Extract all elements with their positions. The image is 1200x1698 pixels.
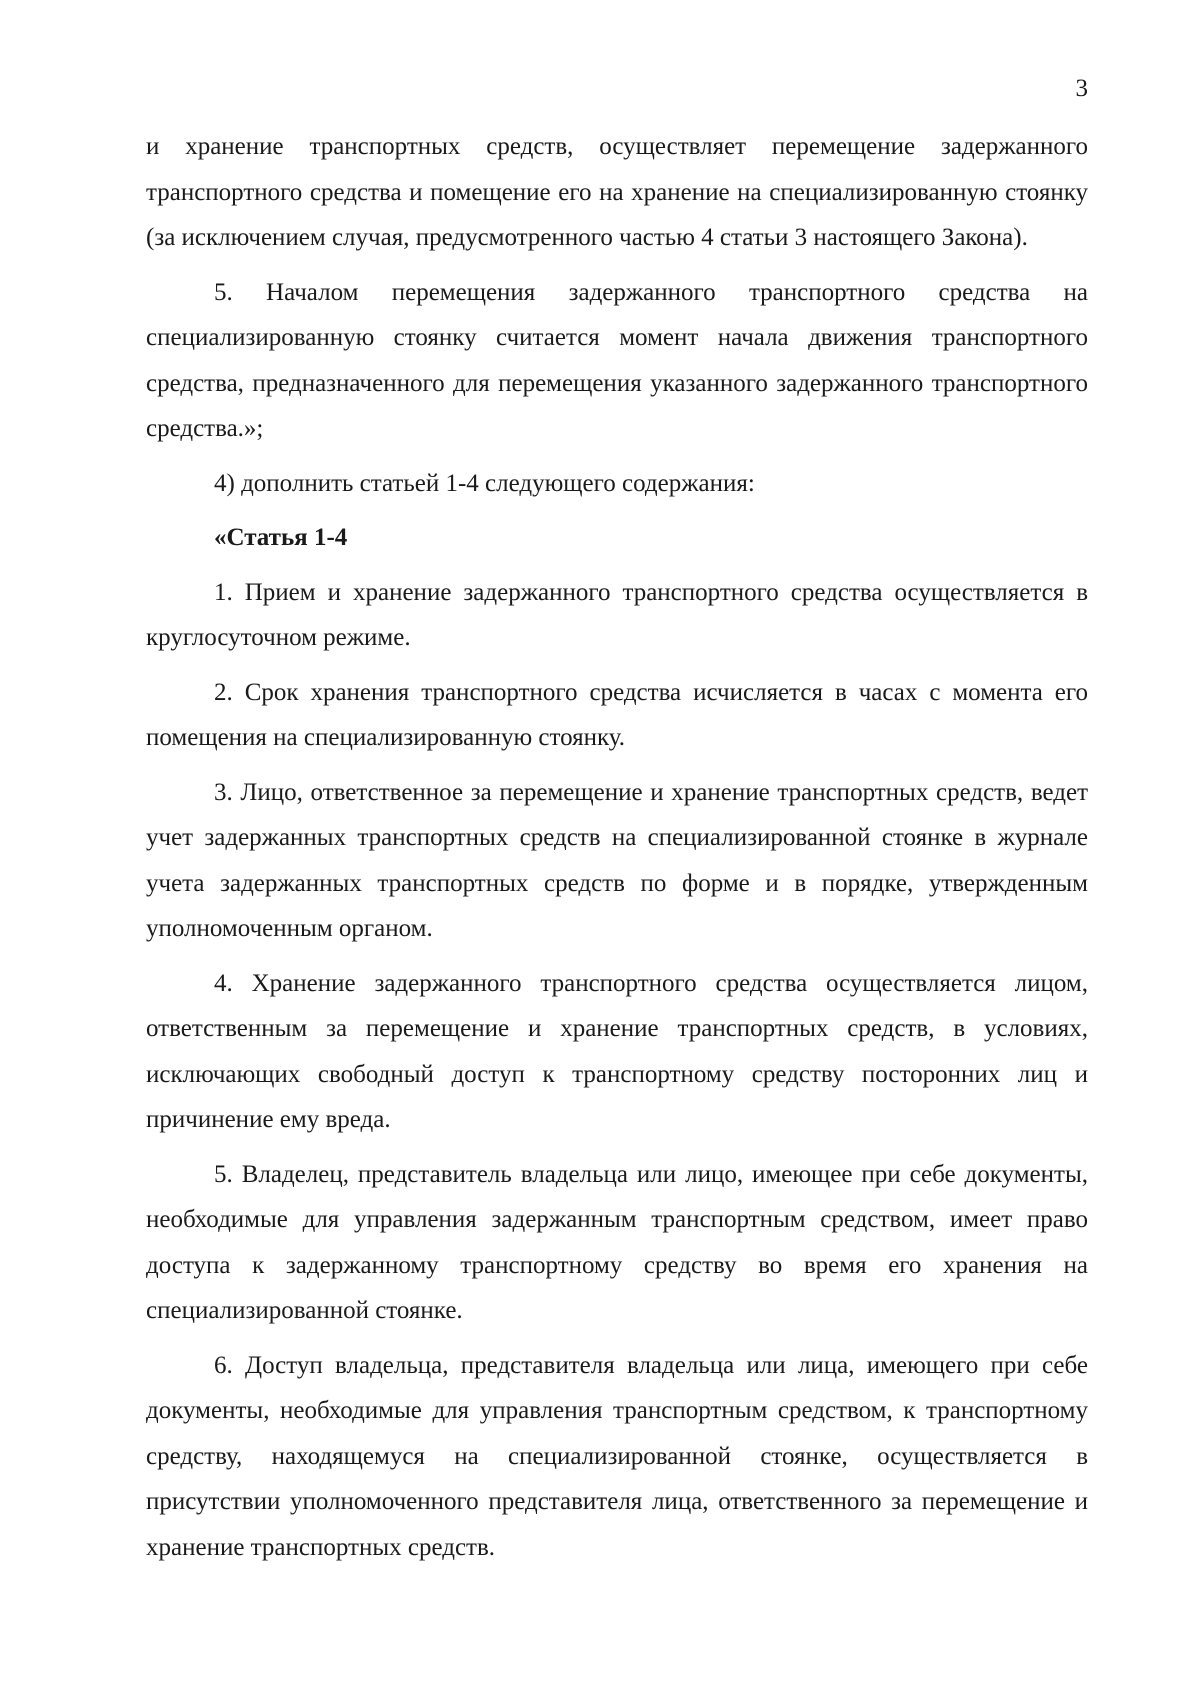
paragraph-article-item-1: 1. Прием и хранение задержанного транспортного средства осуществляется в круглосуточном режиме.	[146, 578, 1088, 651]
page-number: 3	[1075, 75, 1088, 102]
paragraph-amendment-4: 4) дополнить статьей 1-4 следующего содержания:	[214, 469, 755, 497]
document-body	[146, 124, 1088, 1579]
article-heading: «Статья 1-4	[214, 524, 348, 551]
paragraph-item-5-movement-start: 5. Началом перемещения задержанного транспортного средства на специализированную стоянку считается момент начала движения транспортного средства, предназначенного для перемещения указанного задержанного транспортного средства.»;	[146, 278, 1088, 442]
paragraph-article-item-4: 4. Хранение задержанного транспортного средства осуществляется лицом, ответственным за перемещение и хранение транспортных средств, в условиях, исключающих свободный доступ к транспортному средству посторонних лиц и причинение ему вреда.	[146, 969, 1088, 1133]
paragraph-article-item-6: 6. Доступ владельца, представителя владельца или лица, имеющего при себе документы, необходимые для управления транспортным средством, к транспортному средству, находящемуся на специализированной стоянке, осуществляется в присутствии уполномоченного представителя лица, ответственного за перемещение и хранение транспортных средств.	[146, 1351, 1088, 1561]
paragraph-article-item-2: 2. Срок хранения транспортного средства исчисляется в часах с момента его помещения на специализированную стоянку.	[146, 678, 1088, 751]
paragraph-article-item-5: 5. Владелец, представитель владельца или лицо, имеющее при себе документы, необходимые для управления задержанным транспортным средством, имеет право доступа к задержанному транспортному средству во время его хранения на специализированной стоянке.	[146, 1160, 1088, 1324]
paragraph-article-item-3: 3. Лицо, ответственное за перемещение и хранение транспортных средств, ведет учет задержанных транспортных средств на специализированной стоянке в журнале учета задержанных транспортных средств по форме и в порядке, утвержденным уполномоченным органом.	[146, 778, 1088, 942]
paragraph-continuation: и хранение транспортных средств, осуществляет перемещение задержанного транспортного средства и помещение его на хранение на специализированную стоянку (за исключением случая, предусмотренного частью 4 статьи 3 настоящего Закона).	[146, 133, 1088, 251]
